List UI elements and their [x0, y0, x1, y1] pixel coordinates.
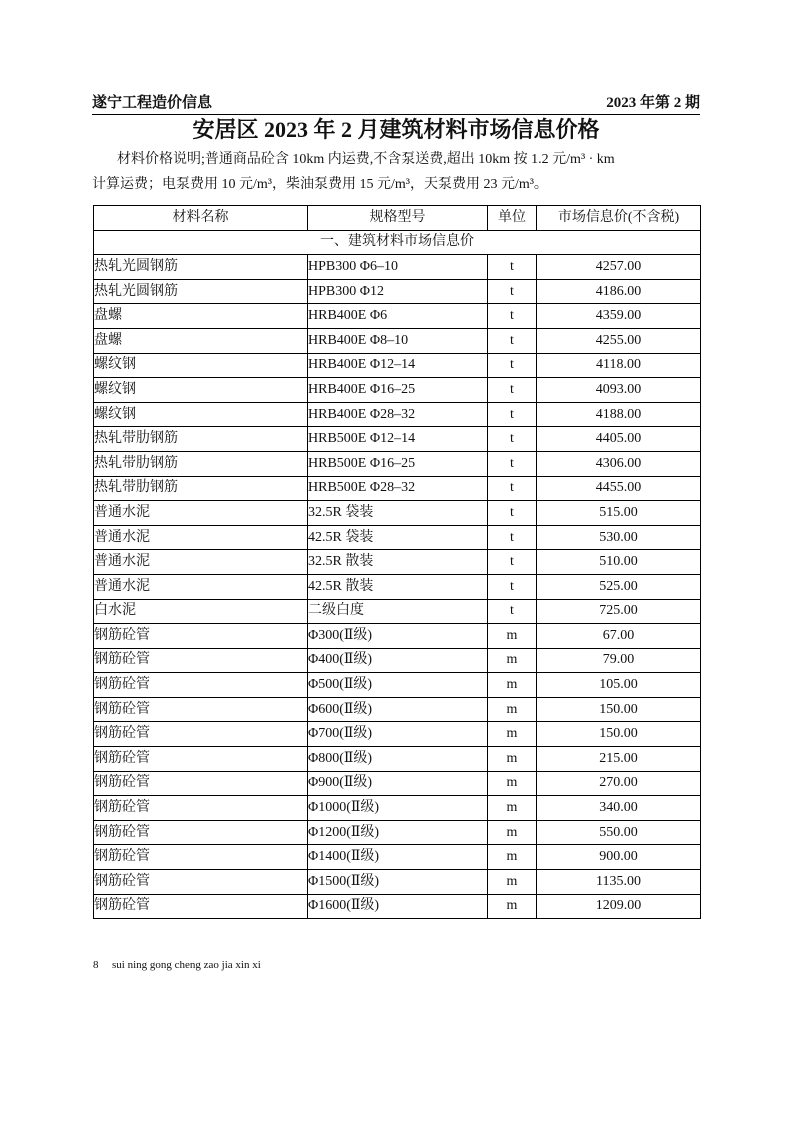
cell-spec: HRB500E Φ16–25 — [308, 451, 488, 476]
cell-price: 1209.00 — [537, 894, 701, 919]
cell-unit: t — [488, 476, 537, 501]
cell-material-name: 螺纹钢 — [94, 402, 308, 427]
cell-material-name: 盘螺 — [94, 328, 308, 353]
cell-spec: 二级白度 — [308, 599, 488, 624]
cell-spec: 32.5R 袋装 — [308, 501, 488, 526]
section-title: 一、建筑材料市场信息价 — [94, 230, 701, 255]
cell-unit: m — [488, 796, 537, 821]
cell-material-name: 钢筋砼管 — [94, 771, 308, 796]
cell-price: 340.00 — [537, 796, 701, 821]
cell-unit: t — [488, 501, 537, 526]
cell-material-name: 钢筋砼管 — [94, 624, 308, 649]
cell-price: 550.00 — [537, 820, 701, 845]
table-row — [94, 353, 701, 378]
price-note-line-2: 计算运费；电泵费用 10 元/m³，柴油泵费用 15 元/m³，天泵费用 23 元/m³。 — [92, 177, 548, 192]
cell-unit: t — [488, 304, 537, 329]
cell-material-name: 热轧带肋钢筋 — [94, 476, 308, 501]
cell-material-name: 普通水泥 — [94, 574, 308, 599]
cell-material-name: 钢筋砼管 — [94, 722, 308, 747]
table-row — [94, 820, 701, 845]
cell-price: 215.00 — [537, 747, 701, 772]
cell-material-name: 钢筋砼管 — [94, 673, 308, 698]
cell-unit: m — [488, 673, 537, 698]
cell-unit: m — [488, 747, 537, 772]
table-row — [94, 599, 701, 624]
cell-spec: HRB500E Φ28–32 — [308, 476, 488, 501]
cell-unit: m — [488, 894, 537, 919]
cell-spec: HRB400E Φ28–32 — [308, 402, 488, 427]
cell-unit: t — [488, 550, 537, 575]
cell-unit: m — [488, 624, 537, 649]
cell-unit: m — [488, 648, 537, 673]
cell-unit: m — [488, 771, 537, 796]
cell-spec: HRB400E Φ12–14 — [308, 353, 488, 378]
cell-price: 510.00 — [537, 550, 701, 575]
cell-unit: t — [488, 402, 537, 427]
section-row — [94, 230, 701, 255]
cell-material-name: 热轧带肋钢筋 — [94, 451, 308, 476]
table-row — [94, 525, 701, 550]
cell-spec: Φ600(Ⅱ级) — [308, 697, 488, 722]
footer-text: sui ning gong cheng zao jia xin xi — [112, 959, 261, 971]
cell-price: 150.00 — [537, 697, 701, 722]
cell-material-name: 盘螺 — [94, 304, 308, 329]
cell-unit: t — [488, 451, 537, 476]
cell-material-name: 热轧光圆钢筋 — [94, 255, 308, 280]
cell-spec: HPB300 Φ12 — [308, 279, 488, 304]
cell-material-name: 钢筋砼管 — [94, 697, 308, 722]
cell-unit: t — [488, 378, 537, 403]
cell-price: 4093.00 — [537, 378, 701, 403]
cell-price: 4186.00 — [537, 279, 701, 304]
cell-material-name: 钢筋砼管 — [94, 747, 308, 772]
cell-price: 4359.00 — [537, 304, 701, 329]
column-header-material-name: 材料名称 — [94, 206, 308, 231]
cell-unit: t — [488, 353, 537, 378]
issue-number: 2023 年第 2 期 — [606, 95, 700, 111]
cell-spec: HRB400E Φ8–10 — [308, 328, 488, 353]
cell-price: 150.00 — [537, 722, 701, 747]
table-row — [94, 673, 701, 698]
cell-unit: m — [488, 722, 537, 747]
cell-spec: Φ1000(Ⅱ级) — [308, 796, 488, 821]
cell-price: 4188.00 — [537, 402, 701, 427]
cell-spec: HRB500E Φ12–14 — [308, 427, 488, 452]
cell-unit: t — [488, 255, 537, 280]
cell-spec: HRB400E Φ16–25 — [308, 378, 488, 403]
cell-price: 4257.00 — [537, 255, 701, 280]
table-row — [94, 378, 701, 403]
cell-spec: Φ1600(Ⅱ级) — [308, 894, 488, 919]
table-row — [94, 279, 701, 304]
cell-unit: m — [488, 845, 537, 870]
cell-spec: Φ500(Ⅱ级) — [308, 673, 488, 698]
cell-material-name: 热轧光圆钢筋 — [94, 279, 308, 304]
table-row — [94, 648, 701, 673]
cell-unit: t — [488, 574, 537, 599]
cell-price: 4306.00 — [537, 451, 701, 476]
page-title: 安居区 2023 年 2 月建筑材料市场信息价格 — [192, 117, 600, 142]
table-row — [94, 402, 701, 427]
cell-spec: HPB300 Φ6–10 — [308, 255, 488, 280]
cell-material-name: 钢筋砼管 — [94, 845, 308, 870]
table-row — [94, 894, 701, 919]
cell-unit: t — [488, 328, 537, 353]
cell-spec: Φ300(Ⅱ级) — [308, 624, 488, 649]
table-row — [94, 574, 701, 599]
cell-spec: HRB400E Φ6 — [308, 304, 488, 329]
cell-unit: t — [488, 279, 537, 304]
table-row — [94, 451, 701, 476]
cell-unit: t — [488, 525, 537, 550]
cell-material-name: 螺纹钢 — [94, 353, 308, 378]
price-note-line-1: 材料价格说明;普通商品砼含 10km 内运费,不含泵送费,超出 10km 按 1.2 元/m³ · km — [117, 152, 615, 167]
cell-unit: m — [488, 697, 537, 722]
publication-name: 遂宁工程造价信息 — [92, 95, 213, 111]
cell-price: 270.00 — [537, 771, 701, 796]
cell-price: 4118.00 — [537, 353, 701, 378]
cell-unit: m — [488, 820, 537, 845]
table-row — [94, 747, 701, 772]
table-row — [94, 870, 701, 895]
column-header-spec: 规格型号 — [308, 206, 488, 231]
header-rule — [92, 114, 700, 115]
table-row — [94, 328, 701, 353]
page-number: 8 — [93, 959, 99, 971]
cell-spec: Φ900(Ⅱ级) — [308, 771, 488, 796]
cell-price: 4405.00 — [537, 427, 701, 452]
cell-material-name: 普通水泥 — [94, 501, 308, 526]
table-row — [94, 771, 701, 796]
table-row — [94, 624, 701, 649]
cell-material-name: 钢筋砼管 — [94, 820, 308, 845]
cell-price: 4455.00 — [537, 476, 701, 501]
cell-spec: 42.5R 袋装 — [308, 525, 488, 550]
cell-price: 105.00 — [537, 673, 701, 698]
table-header-row — [94, 206, 701, 231]
cell-spec: 32.5R 散装 — [308, 550, 488, 575]
cell-material-name: 普通水泥 — [94, 525, 308, 550]
cell-price: 525.00 — [537, 574, 701, 599]
cell-price: 4255.00 — [537, 328, 701, 353]
cell-material-name: 白水泥 — [94, 599, 308, 624]
cell-spec: Φ700(Ⅱ级) — [308, 722, 488, 747]
cell-material-name: 螺纹钢 — [94, 378, 308, 403]
cell-spec: Φ1200(Ⅱ级) — [308, 820, 488, 845]
cell-unit: m — [488, 870, 537, 895]
page-footer — [93, 957, 261, 973]
cell-spec: Φ400(Ⅱ级) — [308, 648, 488, 673]
cell-material-name: 钢筋砼管 — [94, 870, 308, 895]
cell-material-name: 钢筋砼管 — [94, 648, 308, 673]
table-row — [94, 255, 701, 280]
cell-price: 1135.00 — [537, 870, 701, 895]
table-row — [94, 722, 701, 747]
cell-spec: Φ800(Ⅱ级) — [308, 747, 488, 772]
table-row — [94, 501, 701, 526]
cell-material-name: 钢筋砼管 — [94, 894, 308, 919]
table-row — [94, 697, 701, 722]
cell-price: 515.00 — [537, 501, 701, 526]
cell-spec: 42.5R 散装 — [308, 574, 488, 599]
cell-price: 67.00 — [537, 624, 701, 649]
cell-unit: t — [488, 599, 537, 624]
table-row — [94, 845, 701, 870]
cell-unit: t — [488, 427, 537, 452]
table-row — [94, 550, 701, 575]
cell-price: 900.00 — [537, 845, 701, 870]
table-row — [94, 476, 701, 501]
cell-material-name: 普通水泥 — [94, 550, 308, 575]
cell-price: 530.00 — [537, 525, 701, 550]
column-header-unit: 单位 — [488, 206, 537, 231]
price-table — [93, 205, 701, 919]
table-row — [94, 304, 701, 329]
cell-material-name: 热轧带肋钢筋 — [94, 427, 308, 452]
cell-price: 725.00 — [537, 599, 701, 624]
cell-price: 79.00 — [537, 648, 701, 673]
cell-spec: Φ1400(Ⅱ级) — [308, 845, 488, 870]
table-row — [94, 796, 701, 821]
cell-material-name: 钢筋砼管 — [94, 796, 308, 821]
column-header-price: 市场信息价(不含税) — [537, 206, 701, 231]
cell-spec: Φ1500(Ⅱ级) — [308, 870, 488, 895]
table-row — [94, 427, 701, 452]
